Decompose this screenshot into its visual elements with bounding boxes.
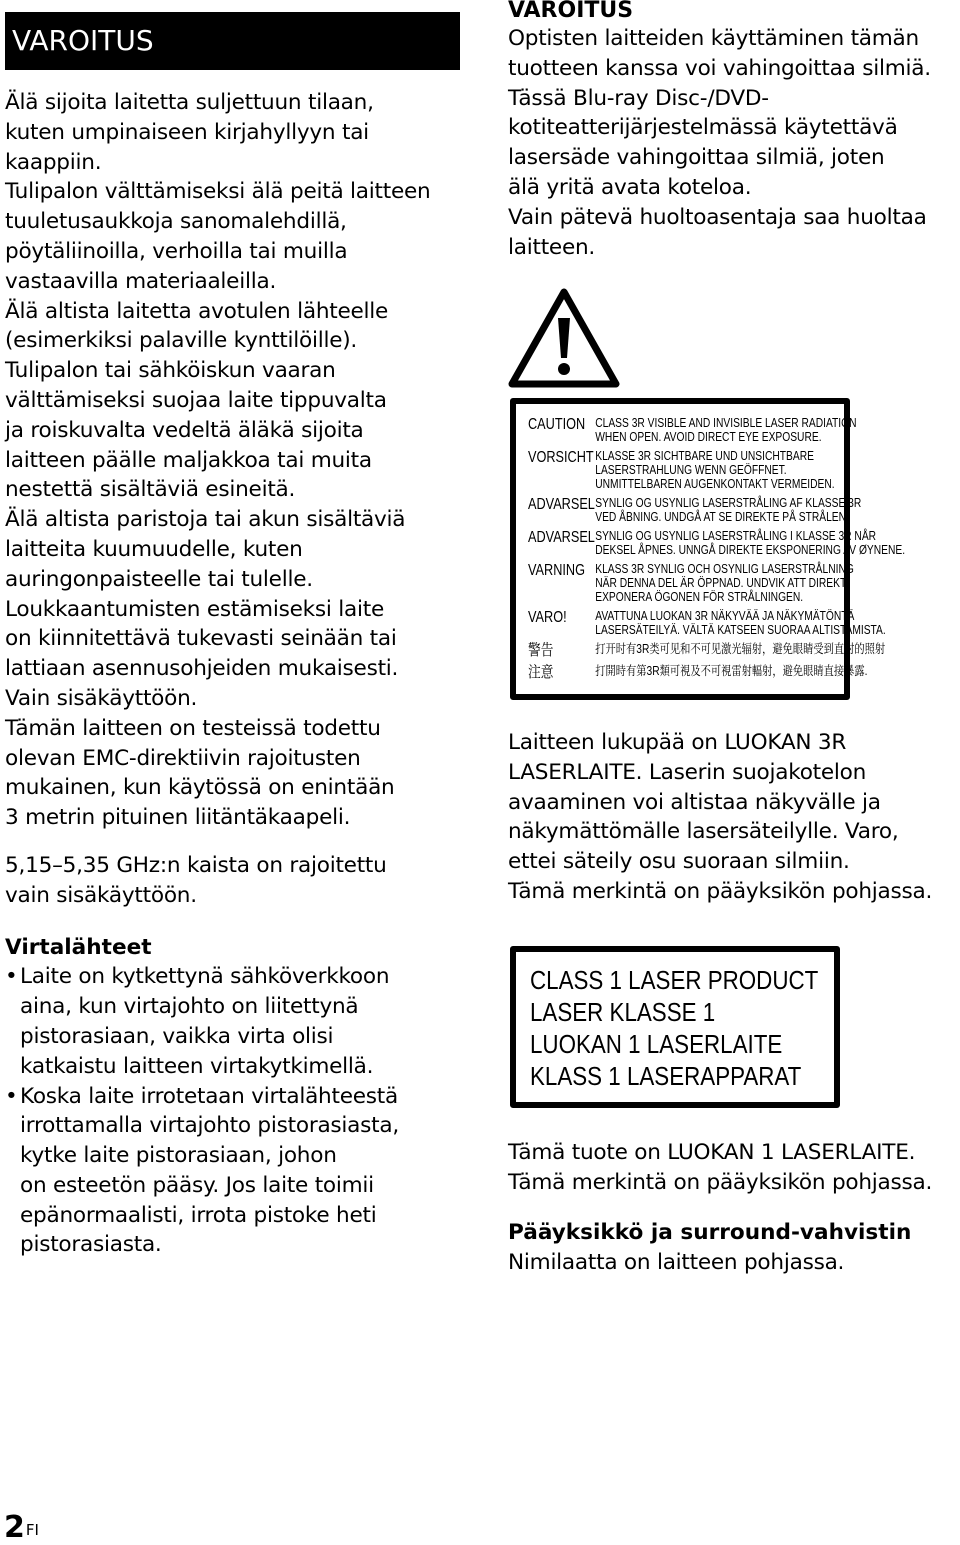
- caution-text: [595, 609, 886, 637]
- text-line: LASERLAITE. Laserin suojakotelon: [508, 759, 867, 785]
- caution-line: AVATTUNA LUOKAN 3R NÄKYVÄÄ JA NÄKYMÄTÖNTÄ: [595, 609, 855, 623]
- caution-line: SYNLIG OG USYNLIG LASERSTRÅLING I KLASSE 3R NÅR: [595, 529, 877, 543]
- caution-row: [528, 496, 862, 524]
- safety-paragraph: [5, 88, 467, 833]
- caution-line: NÄR DENNA DEL ÄR ÖPPNAD. UNDVIK ATT DIREKT: [595, 576, 847, 590]
- power-sources-heading: Virtalähteet: [5, 934, 152, 960]
- text-line: Tämä tuote on LUOKAN 1 LASERLAITE.: [508, 1140, 916, 1165]
- language-code: FI: [25, 1521, 39, 1539]
- text-line: irrottamalla virtajohto pistorasiasta,: [20, 1113, 399, 1139]
- text-line: pistorasiaan, vaikka virta olisi: [20, 1023, 334, 1049]
- right-column: [508, 0, 960, 1300]
- laser-caution-label: [510, 398, 906, 700]
- class1-laser-label: [510, 946, 840, 1108]
- caution-text: [595, 562, 854, 604]
- nameplate-text: Nimilaatta on laitteen pohjassa.: [508, 1249, 845, 1275]
- text-line: on kiinnitettävä tukevasti seinään tai: [5, 626, 397, 652]
- nameplate-heading: Pääyksikkö ja surround-vahvistin: [508, 1220, 912, 1245]
- text-line: LUOKAN 1 LASERLAITE: [530, 1029, 783, 1059]
- text-line: 3 metrin pituinen liitäntäkaapeli.: [5, 805, 351, 831]
- bullet-icon: •: [5, 964, 18, 990]
- left-column: [5, 12, 467, 1260]
- text-line: mukainen, kun käytössä on enintään: [5, 775, 395, 801]
- caution-row: [528, 562, 854, 604]
- text-line: Laite on kytkettynä sähköverkkoon: [20, 964, 390, 990]
- class3r-text: [508, 728, 932, 907]
- bullet-icon: •: [5, 1083, 18, 1109]
- text-line: Älä altista laitetta avotulen lähteelle: [5, 298, 389, 324]
- caution-text: [595, 642, 885, 659]
- text-line: kuten umpinaiseen kirjahyllyyn tai: [5, 119, 369, 145]
- text-line: Tulipalon välttämiseksi älä peitä laitteen: [5, 179, 431, 205]
- text-line: Tässä Blu-ray Disc-/DVD-: [508, 85, 769, 111]
- caution-line: DEKSEL ÅPNES. UNNGÅ DIREKTE EKSPONERING AV ØYNENE.: [595, 543, 906, 557]
- text-line: KLASS 1 LASERAPPARAT: [530, 1061, 802, 1091]
- text-line: välttämiseksi suojaa laite tippuvalta: [5, 387, 387, 413]
- laser-warning-heading: VAROITUS: [508, 0, 634, 23]
- text-line: Laitteen lukupää on LUOKAN 3R: [508, 730, 847, 755]
- caution-language-label: VORSICHT: [528, 449, 594, 466]
- caution-row: [528, 642, 886, 659]
- caution-line: SYNLIG OG USYNLIG LASERSTRÅLING AF KLASSE 3R: [595, 496, 862, 510]
- text-line: aina, kun virtajohto on liitettynä: [20, 994, 359, 1020]
- power-bullet-item: [5, 962, 467, 1081]
- caution-language-label: 警告: [528, 642, 554, 659]
- page-number-value: 2: [4, 1510, 25, 1545]
- warning-triangle-icon: [508, 288, 620, 388]
- text-line: ettei säteily osu suoraan silmiin.: [508, 849, 850, 875]
- caution-language-label: CAUTION: [528, 416, 586, 433]
- text-line: kytke laite pistorasiaan, johon: [20, 1143, 337, 1169]
- caution-language-label: VARO!: [528, 609, 567, 626]
- text-line: tuuletusaukkoja sanomalehdillä,: [5, 209, 347, 235]
- caution-line: 打开时有3R类可见和不可见激光辐射，避免眼睛受到直射的照射: [595, 642, 886, 656]
- text-line: laitteen.: [508, 234, 596, 260]
- text-line: 5,15–5,35 GHz:n kaista on rajoitettu: [5, 852, 387, 878]
- caution-line: KLASSE 3R SICHTBARE UND UNSICHTBARE: [595, 449, 814, 463]
- caution-text: [595, 664, 867, 681]
- text-line: (esimerkiksi palaville kynttilöille).: [5, 328, 358, 354]
- bullet-text: [20, 962, 467, 1081]
- caution-text: [595, 496, 861, 524]
- text-line: Loukkaantumisten estämiseksi laite: [5, 596, 384, 622]
- text-line: olevan EMC-direktiivin rajoitusten: [5, 745, 361, 771]
- power-bullet-list: [5, 962, 467, 1260]
- text-line: Älä altista paristoja tai akun sisältäviä: [5, 507, 406, 533]
- caution-row: [528, 609, 886, 637]
- text-line: epänormaalisti, irrota pistoke heti: [20, 1202, 377, 1228]
- text-line: lasersäde vahingoittaa silmiä, joten: [508, 145, 885, 171]
- text-line: nestettä sisältäviä esineitä.: [5, 477, 296, 503]
- text-line: LASER KLASSE 1: [530, 997, 716, 1027]
- caution-language-label: VARNING: [528, 562, 585, 579]
- text-line: näkymättömälle lasersäteilylle. Varo,: [508, 819, 899, 845]
- caution-text: [595, 416, 856, 444]
- caution-row: [528, 664, 868, 681]
- text-line: Optisten laitteiden käyttäminen tämän: [508, 26, 919, 51]
- warning-banner: VAROITUS: [5, 12, 460, 70]
- bullet-text: [20, 1082, 467, 1261]
- text-line: Älä sijoita laitetta suljettuun tilaan,: [5, 90, 374, 115]
- text-line: auringonpaisteelle tai tulelle.: [5, 566, 313, 592]
- text-line: Tämä merkintä on pääyksikön pohjassa.: [508, 1169, 933, 1195]
- caution-line: LASERSTRAHLUNG WENN GEÖFFNET.: [595, 463, 787, 477]
- power-bullet-item: [5, 1082, 467, 1261]
- text-line: Vain sisäkäyttöön.: [5, 685, 198, 711]
- caution-language-label: ADVARSEL: [528, 496, 595, 513]
- text-line: ja roiskuvalta vedeltä äläkä sijoita: [5, 417, 364, 443]
- text-line: lattiaan asennusohjeiden mukaisesti.: [5, 656, 399, 682]
- caution-row: [528, 416, 857, 444]
- caution-row: [528, 449, 835, 491]
- caution-line: UNMITTELBAREN AUGENKONTAKT VERMEIDEN.: [595, 477, 835, 491]
- caution-line: WHEN OPEN. AVOID DIRECT EYE EXPOSURE.: [595, 430, 822, 444]
- text-line: pistorasiasta.: [20, 1232, 162, 1258]
- text-line: kotiteatterijärjestelmässä käytettävä: [508, 115, 898, 141]
- class1-text: [508, 1138, 932, 1198]
- text-line: avaaminen voi altistaa näkyvälle ja: [508, 789, 881, 815]
- caution-text: [595, 449, 834, 491]
- caution-line: KLASS 3R SYNLIG OCH OSYNLIG LASERSTRÅLNING: [595, 562, 854, 576]
- text-line: kaappiin.: [5, 149, 102, 175]
- text-line: laitteen päälle maljakkoa tai muita: [5, 447, 372, 473]
- text-line: älä yritä avata koteloa.: [508, 174, 752, 200]
- caution-text: [595, 529, 905, 557]
- text-line: pöytäliinoilla, verhoilla tai muilla: [5, 238, 348, 264]
- caution-line: EXPONERA ÖGONEN FÖR STRÅLNINGEN.: [595, 590, 804, 604]
- laser-warning-text: [508, 24, 960, 262]
- text-line: Vain pätevä huoltoasentaja saa huoltaa: [508, 204, 927, 230]
- text-line: katkaistu laitteen virtakytkimellä.: [20, 1053, 374, 1079]
- caution-language-label: ADVARSEL: [528, 529, 595, 546]
- text-line: tuotteen kanssa voi vahingoittaa silmiä.: [508, 55, 931, 81]
- text-line: vain sisäkäyttöön.: [5, 882, 197, 908]
- caution-line: LASERSÄTEILYÄ. VÄLTÄ KATSEEN SUORAA ALTISTAMISTA.: [595, 623, 886, 637]
- caution-line: 打開時有第3R類可視及不可視雷射輻射，避免眼睛直接暴露.: [595, 664, 868, 678]
- text-line: Tämän laitteen on testeissä todettu: [5, 715, 381, 741]
- text-line: Tulipalon tai sähköiskun vaaran: [5, 358, 336, 384]
- frequency-paragraph: [5, 851, 467, 911]
- text-line: Tämä merkintä on pääyksikön pohjassa.: [508, 878, 933, 904]
- text-line: laitteita kuumuudelle, kuten: [5, 536, 303, 562]
- text-line: Koska laite irrotetaan virtalähteestä: [20, 1083, 398, 1109]
- text-line: CLASS 1 LASER PRODUCT: [530, 965, 819, 995]
- caution-line: CLASS 3R VISIBLE AND INVISIBLE LASER RADIATION: [595, 416, 857, 430]
- text-line: vastaavilla materiaaleilla.: [5, 268, 277, 294]
- caution-language-label: 注意: [528, 664, 554, 681]
- page-number: [4, 1512, 39, 1544]
- caution-line: VED ÅBNING. UNDGÅ AT SE DIREKTE PÅ STRÅLEN.: [595, 510, 849, 524]
- text-line: on esteetön pääsy. Jos laite toimii: [20, 1172, 374, 1198]
- caution-row: [528, 529, 906, 557]
